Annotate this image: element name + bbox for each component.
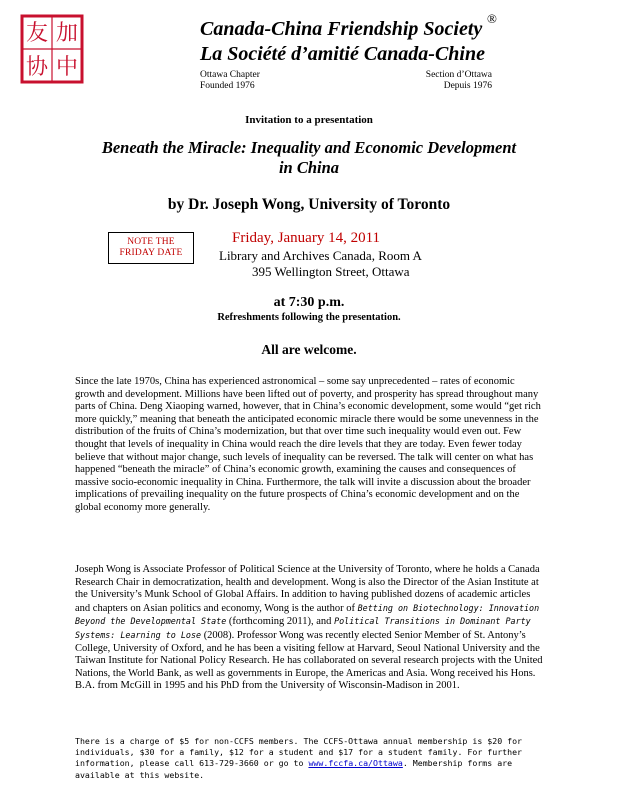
org-name-french: La Société d’amitié Canada-Chine xyxy=(200,43,485,65)
event-date: Friday, January 14, 2011 xyxy=(232,230,381,246)
founded-english: Founded 1976 xyxy=(200,81,255,91)
talk-title-line-1: Beneath the Miracle: Inequality and Economic Development xyxy=(101,138,517,157)
logo-char-top-right: 加 xyxy=(55,21,79,46)
logo-char-top-left: 友 xyxy=(25,21,49,46)
bio-book-title-1: Betting on Biotechnology: Innovation Beyond the Developmental State xyxy=(75,602,540,627)
refreshments-note: Refreshments following the presentation. xyxy=(217,312,401,323)
footer-text-before-link: There is a charge of $5 for non-CCFS members. The CCFS-Ottawa annual membership is $20 for individuals, $30 for a family, $12 for a student and $17 for a student family. For further information, please call 613-729-3660 or go to xyxy=(75,736,523,769)
website-link[interactable]: www.fccfa.ca/Ottawa xyxy=(308,758,403,769)
logo-char-bottom-right: 中 xyxy=(55,55,79,80)
talk-title-line-2: in China xyxy=(278,158,340,177)
footer-text-after-link: . Membership forms are available at this website. xyxy=(75,758,513,780)
bio-book-title-2: Political Transitions in Dominant Party Systems: Learning to Lose xyxy=(75,616,531,640)
speaker-line: by Dr. Joseph Wong, University of Toronto xyxy=(167,196,451,213)
talk-description-paragraph: Since the late 1970s, China has experienced astronomical – some say unprecedented – rates of economic growth and development. Millions have been lifted out of poverty, and prosperity has spread throughout many parts of China. Deng Xiaoping warned, however, that in China’s economic development, some would “get rich more quickly,” meaning that beneath the anticipated economic miracle there would be some unevenness in the distribution of the fruits of China’s modernization, but that over time such inequality would even out. Few thought that levels of inequality in China would reach the dire levels that they are today. Even fewer today believe that without major change, such levels of inequality can be reversed. The talk will center on what has happened “beneath the miracle” of China’s economic growth, examining the causes and consequences of massive socio-economic inequality in China. Furthermore, the talk will invite a discussion about the broader implications of prevailing inequality on the future prospects of China’s economic development and on the global economy more generally. xyxy=(75,376,541,513)
event-address: 395 Wellington Street, Ottawa xyxy=(252,264,410,279)
note-box-line-2: FRIDAY DATE xyxy=(119,248,183,258)
founded-french: Depuis 1976 xyxy=(443,81,492,91)
note-box-line-1: NOTE THE xyxy=(127,237,175,247)
org-name-english: Canada-China Friendship Society xyxy=(200,18,483,40)
membership-footer-note xyxy=(75,736,545,781)
event-time: at 7:30 p.m. xyxy=(273,295,345,310)
society-logo-seal xyxy=(20,14,84,84)
invitation-heading: Invitation to a presentation xyxy=(245,114,373,126)
note-date-box xyxy=(108,232,194,264)
chapter-french: Section d’Ottawa xyxy=(425,70,492,80)
chapter-english: Ottawa Chapter xyxy=(200,70,260,80)
bio-text-part-1: Joseph Wong is Associate Professor of Political Science at the University of Toronto, where he holds a Canada Research Chair in democratization, health and development. Wong is also the Director of the Asian Institute at the University’s Munk School of Global Affairs. In addition to having published dozens of academic articles and chapters on Asian politics and economy, Wong is the author of xyxy=(75,564,540,614)
bio-text-part-3: (2008). Professor Wong was recently elected Senior Member of St. Antony’s College, University of Oxford, and he has been a visiting fellow at Harvard, Seoul National University and the Taiwan Institute for National Policy Research. He has collaborated on several research projects with the United Nations, the World Bank, as well as governments in Europe, the Americas and Asia. Wong received his Hons. B.A. from McGill in 1995 and his PhD from the University of Wisconsin-Madison in 2001. xyxy=(75,629,543,692)
bio-text-part-2: (forthcoming 2011), and xyxy=(226,616,335,628)
welcome-line: All are welcome. xyxy=(261,342,357,357)
talk-title xyxy=(0,138,618,178)
logo-char-bottom-left: 协 xyxy=(25,55,49,80)
registered-mark: ® xyxy=(487,11,497,26)
event-venue: Library and Archives Canada, Room A xyxy=(219,248,422,263)
speaker-bio-paragraph xyxy=(75,564,545,693)
